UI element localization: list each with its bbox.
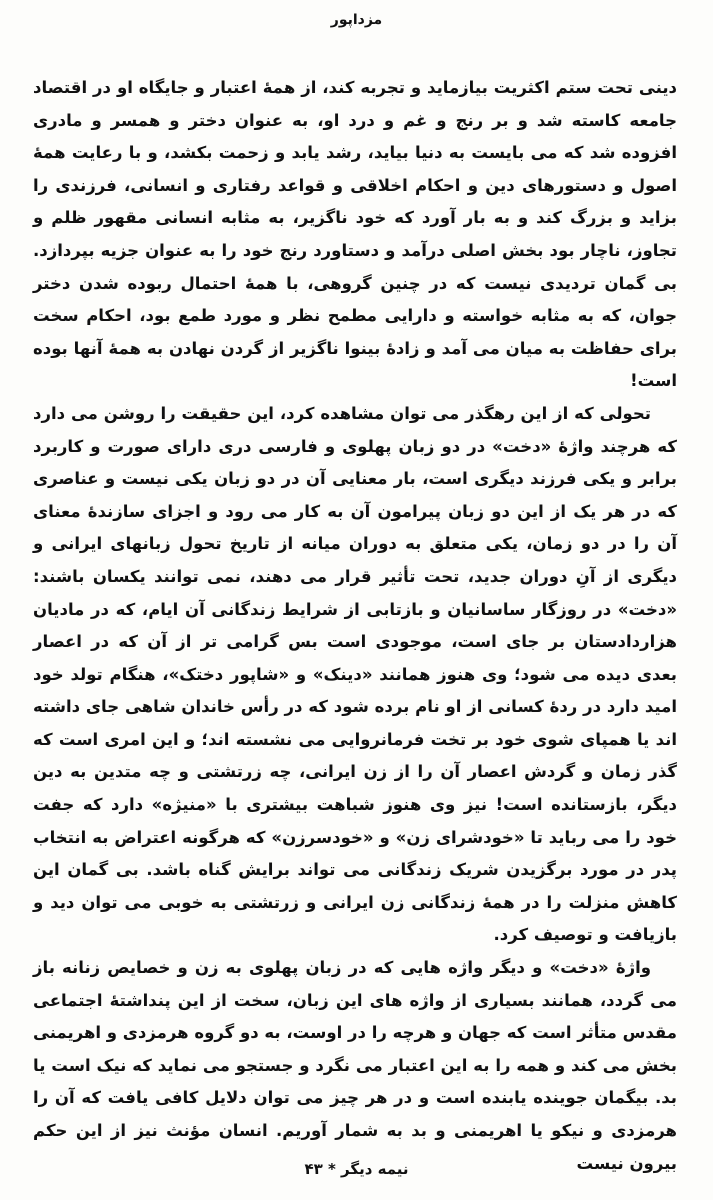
paragraph: واژهٔ «دخت» و دیگر واژه هایی که در زبان پهلوی به زن و خصایص زنانه باز می گردد، همانند بسیاری از واژه های این زبان، سخت از این پنداشتهٔ اجتماعی مقدس متأثر است که جهان و هرچه را در اوست، به دو گروه هرمزدی و اهریمنی بخش می کند و همه را به این اعتبار می نگرد و جستجو می نماید که نیک است یا بد. بیگمان جوینده یابنده است و در هر چیز می توان دلایل کافی یافت که آن را هرمزدی و نیکو یا اهریمنی و بد به شمار آوریم. انسان مؤنث نیز از این حکم بیرون نیست — [33, 958, 677, 1173]
page-number-footer: نیمه دیگر * ۴۳ — [304, 1160, 409, 1178]
body-text — [33, 72, 677, 1180]
paragraph: تحولی که از این رهگذر می توان مشاهده کرد، این حقیقت را روشن می دارد که هرچند واژهٔ «دخت» در دو زبان پهلوی و فارسی دری دارای صورت و کاربرد برابر و یکی فرزند دیگری است، بار معنایی آن در دو زبان یکی نیست و عناصری که در هر یک از این دو زبان پیرامون آن به کار می رود و اجزای سازندهٔ معنای آن را در دو زمان، یکی متعلق به دوران میانه از تاریخ تحول زبانهای ایرانی و دیگری از آنِ دوران جدید، تحت تأثیر قرار می دهند، نمی توانند یکسان باشند: «دخت» در روزگار ساسانیان و بازتابی از شرایط زندگانی آن ایام، که در مادیان هزاردادستان بر جای است، موجودی است بس گرامی تر از آن که در اعصار بعدی دیده می شود؛ وی هنوز همانند «دینک» و «شاپور دختک»، هنگام تولد خود امید دارد در ردهٔ کسانی از او نام برده شود که در رأس خاندان شاهی جای داشته اند یا همپای شوی خود بر تخت فرمانروایی می نشسته اند؛ و این امری است که گذر زمان و گردش اعصار آن را از زن ایرانی، چه زرتشتی و چه متدین به دین دیگر، بازستانده است! نیز وی هنوز شباهت بیشتری با «منیژه» دارد که جفت خود را می رباید تا «خودشرای زن» و «خودسرزن» که هرگونه اعتراض به انتخاب پدر در مورد برگزیدن شریک زندگانی می تواند برایش گناه باشد. بی گمان این کاهش منزلت را در همهٔ زندگانی زن ایرانی و زرتشتی به خوبی می توان دید و بازیافت و توصیف کرد. — [33, 403, 677, 945]
running-header: مزداپور — [330, 12, 383, 28]
paragraph-continuation: دینی تحت ستم اکثریت بیازماید و تجربه کند، از همهٔ اعتبار و جایگاه او در اقتصاد جامعه کاسته شد و بر رنج و غم و درد او، به عنوان دختر و همسر و مادری افزوده شد که می بایست به دنیا بیاید، رشد یابد و زحمت بکشد، و با رعایت همهٔ اصول و دستورهای دین و احکام اخلاقی و قواعد رفتاری و انسانی، فرزندی را بزاید و بزرگ کند و به بار آورد که خود ناگزیر، به مثابه انسانی مقهور ظلم و تجاوز، ناچار بود بخش اصلی درآمد و دستاورد رنج خود را به عنوان جزیه بپردازد. بی گمان تردیدی نیست که در چنین گروهی، با همهٔ احتمال ربوده شدن دختر جوان، که به مثابه خواسته و دارایی مطمح نظر و مورد طمع بود، احکام سخت برای حفاظت به میان می آمد و زادهٔ بینوا ناگزیر از گردن نهادن به همهٔ آنها بوده است! — [33, 78, 677, 391]
